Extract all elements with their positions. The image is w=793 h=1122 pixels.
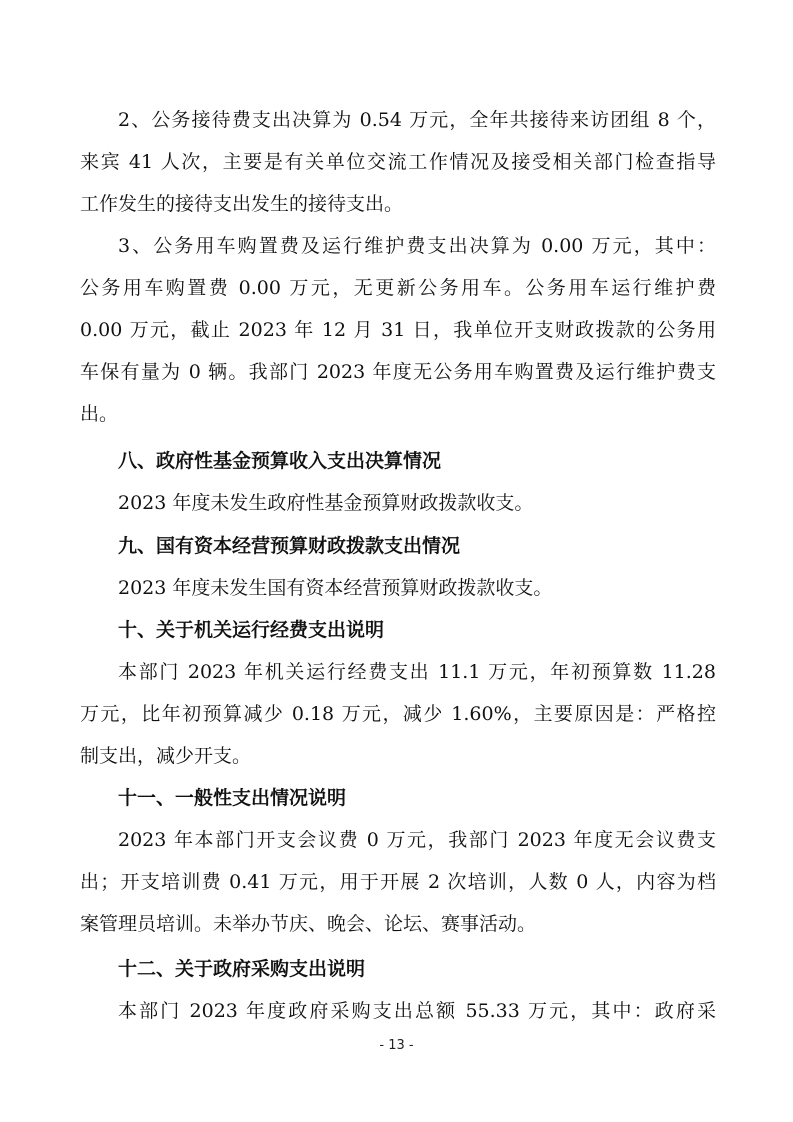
paragraph-reception-expense-line-1: 2、公务接待费支出决算为 0.54 万元，全年共接待来访团组 8 个， — [118, 109, 716, 131]
paragraph-general-expense-line-1: 2023 年本部门开支会议费 0 万元，我部门 2023 年度无会议费支 — [118, 829, 716, 851]
paragraph-vehicle-expense-line-5: 出。 — [80, 403, 119, 425]
section-heading-operating-expense: 十、关于机关运行经费支出说明 — [118, 619, 385, 641]
paragraph-reception-expense-line-3: 工作发生的接待支出发生的接待支出。 — [80, 193, 404, 215]
paragraph-vehicle-expense-line-3: 0.00 万元，截止 2023 年 12 月 31 日，我单位开支财政拨款的公务用 — [80, 319, 716, 341]
paragraph-government-fund: 2023 年度未发生政府性基金预算财政拨款收支。 — [118, 492, 534, 514]
paragraph-procurement-line-1: 本部门 2023 年度政府采购支出总额 55.33 万元，其中：政府采 — [118, 1000, 716, 1022]
paragraph-vehicle-expense-line-1: 3、公务用车购置费及运行维护费支出决算为 0.00 万元，其中： — [118, 235, 716, 257]
section-heading-state-capital: 九、国有资本经营预算财政拨款支出情况 — [118, 535, 461, 557]
paragraph-vehicle-expense-line-2: 公务用车购置费 0.00 万元，无更新公务用车。公务用车运行维护费 — [80, 277, 716, 299]
section-heading-procurement: 十二、关于政府采购支出说明 — [118, 958, 366, 980]
paragraph-general-expense-line-2: 出；开支培训费 0.41 万元，用于开展 2 次培训，人数 0 人，内容为档 — [80, 871, 716, 893]
page-number: - 13 - — [379, 1038, 414, 1053]
paragraph-operating-expense-line-1: 本部门 2023 年机关运行经费支出 11.1 万元，年初预算数 11.28 — [118, 661, 716, 683]
paragraph-state-capital: 2023 年度未发生国有资本经营预算财政拨款收支。 — [118, 577, 553, 599]
paragraph-vehicle-expense-line-4: 车保有量为 0 辆。我部门 2023 年度无公务用车购置费及运行维护费支 — [80, 361, 716, 383]
paragraph-general-expense-line-3: 案管理员培训。未举办节庆、晚会、论坛、赛事活动。 — [80, 913, 537, 935]
paragraph-reception-expense-line-2: 来宾 41 人次，主要是有关单位交流工作情况及接受相关部门检查指导 — [80, 151, 716, 173]
paragraph-operating-expense-line-3: 制支出，减少开支。 — [80, 745, 252, 767]
section-heading-general-expense: 十一、一般性支出情况说明 — [118, 787, 347, 809]
section-heading-government-fund: 八、政府性基金预算收入支出决算情况 — [118, 450, 442, 472]
paragraph-operating-expense-line-2: 万元，比年初预算减少 0.18 万元，减少 1.60%，主要原因是：严格控 — [80, 703, 716, 725]
